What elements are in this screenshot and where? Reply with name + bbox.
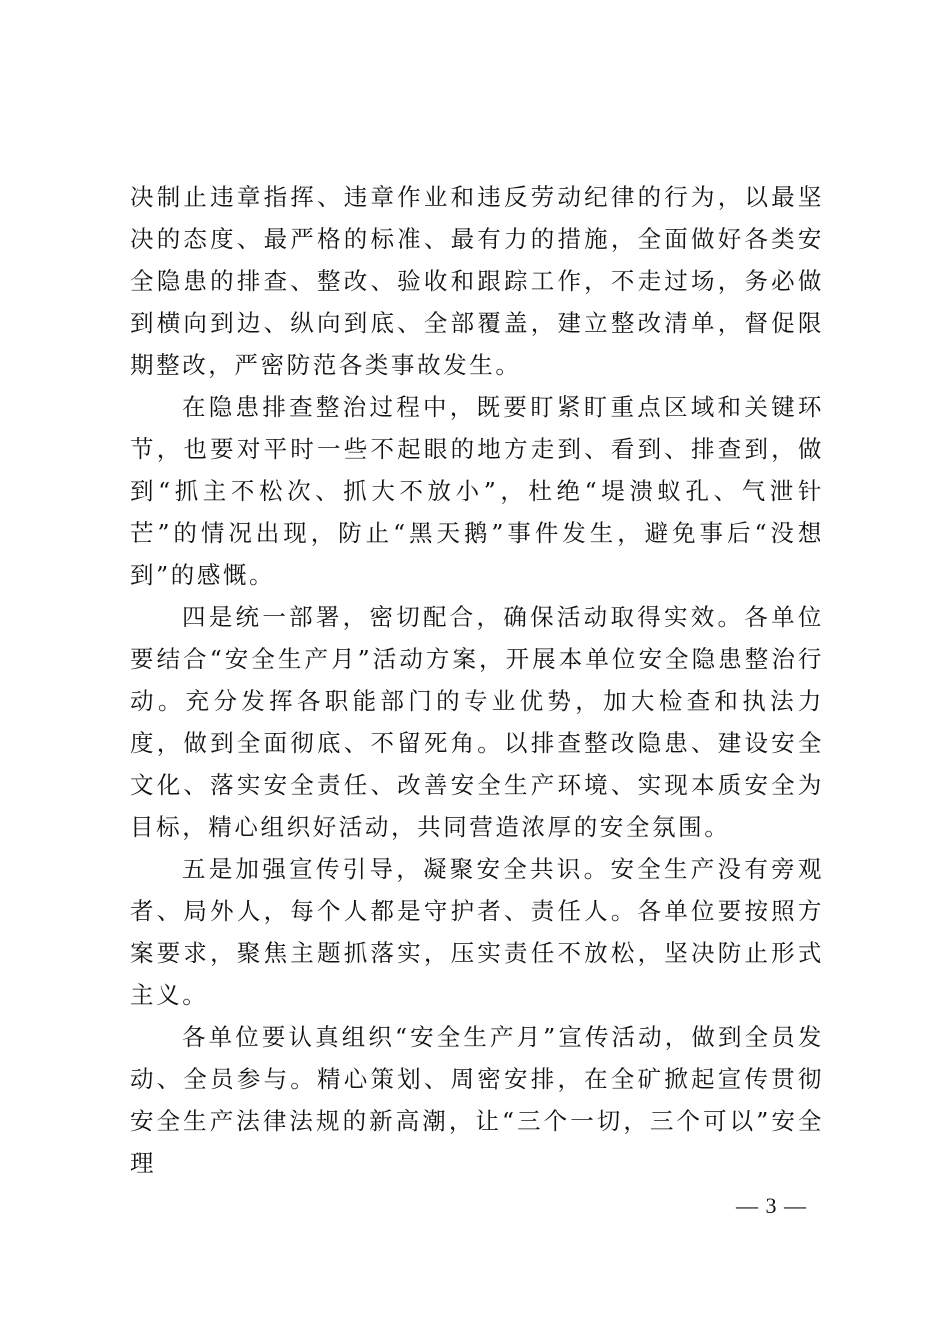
paragraph-2: 在隐患排查整治过程中，既要盯紧盯重点区域和关键环节，也要对平时一些不起眼的地方走到、看到、排查到，做到“抓主不松次、抓大不放小”，杜绝“堤溃蚁孔、气泄针芒”的情况出现，防止“黑天鹅”事件发生，避免事后“没想到”的感慨。 [130,393,824,589]
paragraph-3: 四是统一部署，密切配合，确保活动取得实效。各单位要结合“安全生产月”活动方案，开展本单位安全隐患整治行动。充分发挥各职能部门的专业优势，加大检查和执法力度，做到全面彻底、不留死角。以排查整改隐患、建设安全文化、落实安全责任、改善安全生产环境、实现本质安全为目标，精心组织好活动，共同营造浓厚的安全氛围。 [130,603,824,841]
document-body [130,176,824,1184]
paragraph-5: 各单位要认真组织“安全生产月”宣传活动，做到全员发动、全员参与。精心策划、周密安排，在全矿掀起宣传贯彻安全生产法律法规的新高潮，让“三个一切，三个可以”安全理 [130,1023,824,1177]
paragraph-4: 五是加强宣传引导，凝聚安全共识。安全生产没有旁观者、局外人，每个人都是守护者、责任人。各单位要按照方案要求，聚焦主题抓落实，压实责任不放松，坚决防止形式主义。 [130,855,824,1009]
paragraph-1: 决制止违章指挥、违章作业和违反劳动纪律的行为，以最坚决的态度、最严格的标准、最有力的措施，全面做好各类安全隐患的排查、整改、验收和跟踪工作，不走过场，务必做到横向到边、纵向到底、全部覆盖，建立整改清单，督促限期整改，严密防范各类事故发生。 [130,183,824,379]
page-number: — 3 — [736,1193,807,1218]
